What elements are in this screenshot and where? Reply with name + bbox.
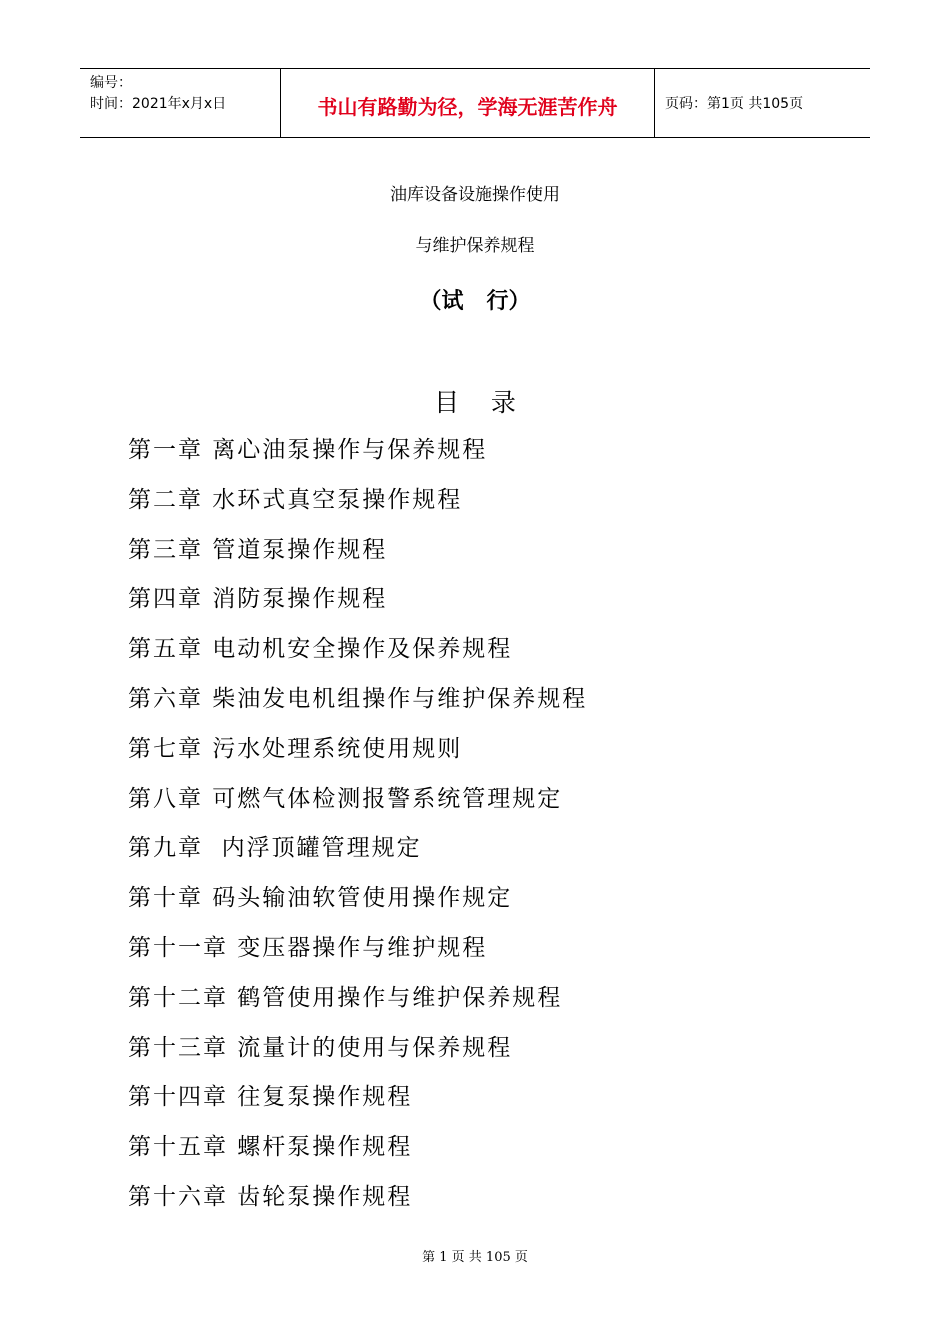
- page-header: [80, 68, 870, 138]
- document-title-line-1: 油库设备设施操作使用: [390, 185, 560, 205]
- trial-note: （试 行）: [419, 289, 531, 314]
- toc-item: 第五章 电动机安全操作及保养规程: [128, 636, 513, 663]
- number-label: 编号：: [90, 75, 132, 91]
- header-motto: 书山有路勤为径，学海无涯苦作舟: [281, 69, 655, 137]
- toc-item: 第二章 水环式真空泵操作规程: [128, 486, 463, 513]
- toc-item: 第十一章 变压器操作与维护规程: [128, 934, 488, 961]
- header-page-info: 页码：第1页 共105页: [665, 96, 804, 112]
- toc-item: 第四章 消防泵操作规程: [128, 586, 388, 613]
- toc-item: 第九章 内浮顶罐管理规定: [128, 835, 422, 862]
- toc-item: 第十章 码头输油软管使用操作规定: [128, 885, 513, 912]
- toc-list: [128, 430, 587, 1227]
- toc-item: 第十二章 鹤管使用操作与维护保养规程: [128, 984, 563, 1011]
- header-meta: [80, 69, 281, 137]
- document-title-line-2: 与维护保养规程: [415, 236, 535, 256]
- toc-item: 第十四章 往复泵操作规程: [128, 1084, 413, 1111]
- toc-item: 第十六章 齿轮泵操作规程: [128, 1183, 413, 1210]
- toc-item: 第十三章 流量计的使用与保养规程: [128, 1034, 513, 1061]
- toc-heading: 目 录: [434, 388, 516, 417]
- toc-item: 第一章 离心油泵操作与保养规程: [128, 437, 488, 463]
- toc-item: 第十五章 螺杆泵操作规程: [128, 1134, 413, 1161]
- toc-item: 第八章 可燃气体检测报警系统管理规定: [128, 785, 563, 812]
- toc-item: 第六章 柴油发电机组操作与维护保养规程: [128, 685, 588, 712]
- toc-item: 第七章 污水处理系统使用规则: [128, 735, 463, 762]
- toc-item: 第三章 管道泵操作规程: [128, 536, 388, 563]
- date-label: 时间：2021年x月x日: [90, 96, 227, 112]
- page-footer: 第 1 页 共 105 页: [422, 1250, 528, 1265]
